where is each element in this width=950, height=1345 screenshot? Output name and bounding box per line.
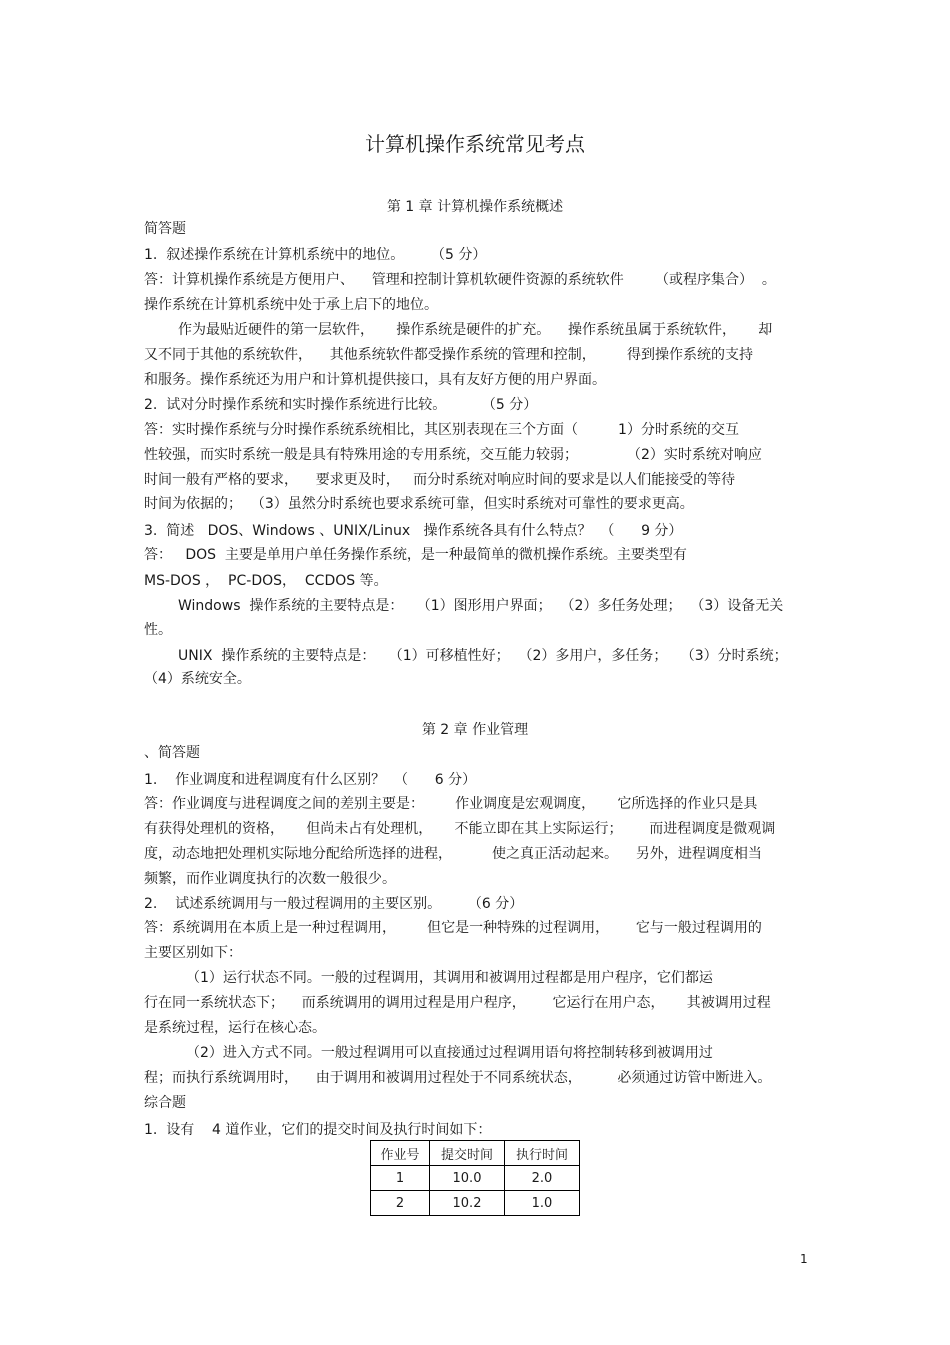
text-line: Windows 操作系统的主要特点是： （1）图形用户界面； （2）多任务处理； （3）设备无关 — [178, 598, 784, 614]
text-line: 1. 作业调度和进程调度有什么区别？ （ 6 分） — [144, 772, 477, 788]
text-line: 综合题 — [144, 1095, 186, 1111]
text-line: 和服务。操作系统还为用户和计算机提供接口，具有友好方便的用户界面。 — [144, 372, 606, 388]
text-line: 2. 试述系统调用与一般过程调用的主要区别。 （6 分） — [144, 896, 524, 912]
text-line: 作为最贴近硬件的第一层软件， 操作系统是硬件的扩充。 操作系统虽属于系统软件， 却 — [178, 322, 773, 338]
chapter-2-heading: 第 2 章 作业管理 — [421, 722, 529, 738]
text-line: 2. 试对分时操作系统和实时操作系统进行比较。 （5 分） — [144, 397, 538, 413]
text-line: 答：计算机操作系统是方便用户、 管理和控制计算机软硬件资源的系统软件 （或程序集合） 。 — [144, 272, 776, 288]
table-header-cell: 作业号 — [371, 1141, 430, 1166]
text-line: 频繁，而作业调度执行的次数一般很少。 — [144, 871, 396, 887]
table-header-cell: 提交时间 — [430, 1141, 505, 1166]
text-line: 度，动态地把处理机实际地分配给所选择的进程， 使之真正活动起来。 另外，进程调度相当 — [144, 846, 762, 862]
table-row — [371, 1191, 580, 1216]
text-line: 1. 叙述操作系统在计算机系统中的地位。 （5 分） — [144, 247, 487, 263]
text-line: （4）系统安全。 — [144, 671, 251, 687]
text-line: 程；而执行系统调用时， 由于调用和被调用过程处于不同系统状态， 必须通过访管中断进入。 — [144, 1070, 772, 1086]
chapter-1-section-label: 简答题 — [144, 221, 186, 237]
text-line: 答： DOS 主要是单用户单任务操作系统，是一种最简单的微机操作系统。主要类型有 — [144, 547, 687, 563]
text-line: 性。 — [144, 622, 172, 638]
table-cell: 10.2 — [430, 1191, 505, 1216]
text-line: UNIX 操作系统的主要特点是： （1）可移植性好； （2）多用户，多任务； （3）分时系统； — [178, 648, 788, 664]
text-line: （1）运行状态不同。一般的过程调用，其调用和被调用过程都是用户程序，它们都运 — [186, 970, 713, 986]
text-line: 又不同于其他的系统软件， 其他系统软件都受操作系统的管理和控制， 得到操作系统的支持 — [144, 347, 753, 363]
text-line: 3. 简述 DOS、Windows 、UNIX/Linux 操作系统各具有什么特点？ （ 9 分） — [144, 523, 683, 539]
job-table — [370, 1140, 580, 1216]
text-line: 时间一般有严格的要求， 要求更及时， 而分时系统对响应时间的要求是以人们能接受的等待 — [144, 472, 736, 488]
table-cell: 1 — [371, 1166, 430, 1191]
text-line: 有获得处理机的资格， 但尚未占有处理机， 不能立即在其上实际运行； 而进程调度是微观调 — [144, 821, 776, 837]
text-line: 答：实时操作系统与分时操作系统系统相比，其区别表现在三个方面（ 1）分时系统的交互 — [144, 422, 739, 438]
chapter-1-heading: 第 1 章 计算机操作系统概述 — [386, 199, 564, 215]
table-cell: 10.0 — [430, 1166, 505, 1191]
table-cell: 1.0 — [505, 1191, 580, 1216]
text-line: 1. 设有 4 道作业，它们的提交时间及执行时间如下： — [144, 1122, 492, 1138]
text-line: 答：系统调用在本质上是一种过程调用， 但它是一种特殊的过程调用， 它与一般过程调用的 — [144, 920, 762, 936]
text-line: 是系统过程，运行在核心态。 — [144, 1020, 326, 1036]
text-line: 时间为依据的； （3）虽然分时系统也要求系统可靠，但实时系统对可靠性的要求更高。 — [144, 496, 694, 512]
text-line: 主要区别如下： — [144, 945, 242, 961]
text-line: MS-DOS ， PC-DOS， CCDOS 等。 — [144, 573, 388, 589]
document-title: 计算机操作系统常见考点 — [365, 132, 585, 156]
table-header-row — [371, 1141, 580, 1166]
chapter-2-section-label: 、简答题 — [144, 745, 200, 761]
table-cell: 2.0 — [505, 1166, 580, 1191]
text-line: 操作系统在计算机系统中处于承上启下的地位。 — [144, 297, 438, 313]
page-number: 1 — [800, 1252, 808, 1266]
table-cell: 2 — [371, 1191, 430, 1216]
table-header-cell: 执行时间 — [505, 1141, 580, 1166]
text-line: 行在同一系统状态下； 而系统调用的调用过程是用户程序， 它运行在用户态， 其被调用过程 — [144, 995, 771, 1011]
text-line: 性较强，而实时系统一般是具有特殊用途的专用系统，交互能力较弱； （2）实时系统对响应 — [144, 447, 762, 463]
table-row — [371, 1166, 580, 1191]
text-line: 答：作业调度与进程调度之间的差别主要是： 作业调度是宏观调度， 它所选择的作业只是具 — [144, 796, 758, 812]
text-line: （2）进入方式不同。一般过程调用可以直接通过过程调用语句将控制转移到被调用过 — [186, 1045, 713, 1061]
